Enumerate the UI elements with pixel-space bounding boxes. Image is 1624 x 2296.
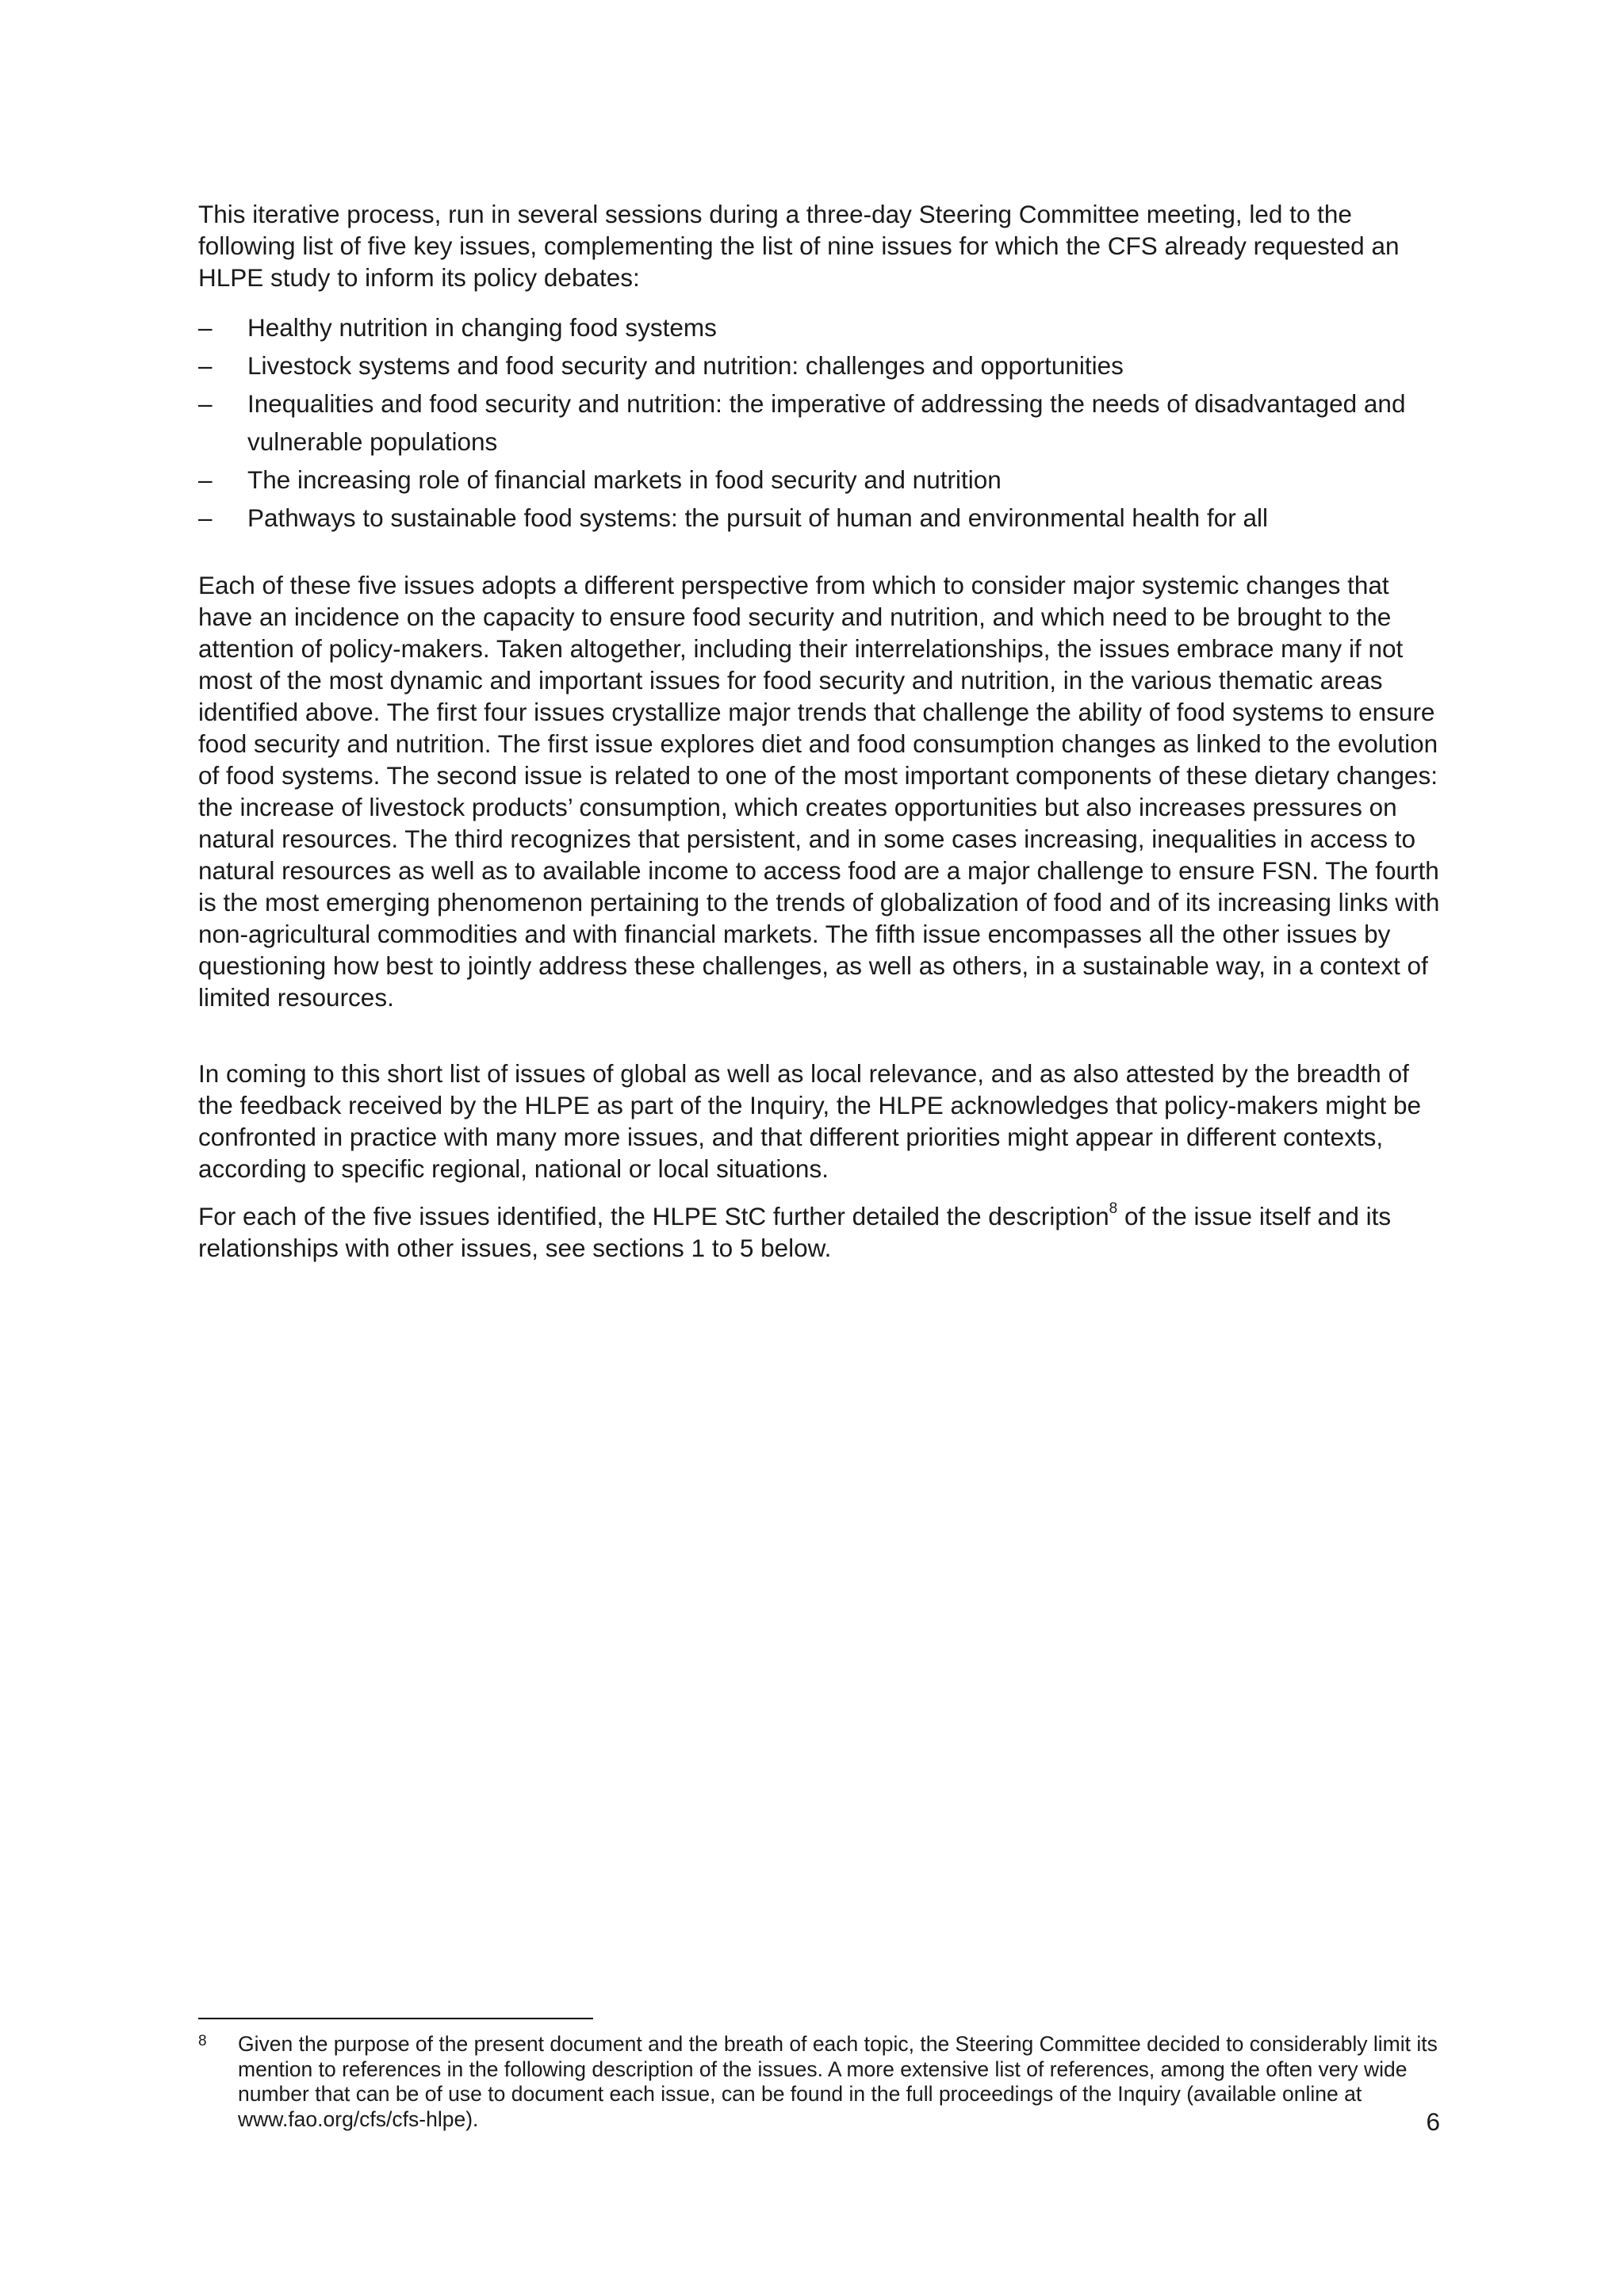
list-item <box>198 499 1442 537</box>
list-item-text: Healthy nutrition in changing food systems <box>247 313 717 342</box>
description-text-after: of the issue itself and its relationships with other issues, see sections 1 to 5 below. <box>198 1202 1392 1262</box>
perspective-paragraph: Each of these five issues adopts a different perspective from which to consider major systemic changes that have an incidence on the capacity to ensure food security and nutrition, and which need to be brought to the attention of policy-makers. Taken altogether, including their interrelationships, the issues embrace many if not most of the most dynamic and important issues for food security and nutrition, in the various thematic areas identified above. The first four issues crystallize major trends that challenge the ability of food systems to ensure food security and nutrition. The first issue explores diet and food consumption changes as linked to the evolution of food systems. The second issue is related to one of the most important components of these dietary changes: the increase of livestock products’ consumption, which creates opportunities but also increases pressures on natural resources. The third recognizes that persistent, and in some cases increasing, inequalities in access to natural resources as well as to available income to access food are a major challenge to ensure FSN. The fourth is the most emerging phenomenon pertaining to the trends of globalization of food and of its increasing links with non-agricultural commodities and with financial markets. The fifth issue encompasses all the other issues by questioning how best to jointly address these challenges, as well as others, in a sustainable way, in a context of limited resources. <box>198 571 1440 1012</box>
intro-paragraph: This iterative process, run in several sessions during a three-day Steering Committee meeting, led to the following list of five key issues, complementing the list of nine issues for which the CFS already requested an HLPE study to inform its policy debates: <box>198 200 1400 292</box>
footnote-text: Given the purpose of the present document and the breath of each topic, the Steering Committee decided to considerably limit its mention to references in the following description of the issues. A more extensive list of references, among the often very wide number that can be of use to document each issue, can be found in the full proceedings of the Inquiry (available online at www.fao.org/cfs/cfs-hlpe). <box>238 2032 1438 2131</box>
footnote-separator <box>198 2018 593 2019</box>
list-item <box>198 461 1442 499</box>
footnote-reference: 8 <box>1109 1200 1118 1217</box>
list-dash: – <box>198 503 213 532</box>
list-dash: – <box>198 389 213 418</box>
description-text-before: For each of the five issues identified, the HLPE StC further detailed the description <box>198 1202 1109 1230</box>
list-item-text: Livestock systems and food security and nutrition: challenges and opportunities <box>247 351 1124 380</box>
page-number: 6 <box>1426 2107 1440 2136</box>
relevance-paragraph: In coming to this short list of issues of global as well as local relevance, and as also attested by the breadth of the feedback received by the HLPE as part of the Inquiry, the HLPE acknowledges that policy-makers might be confronted in practice with many more issues, and that different priorities might appear in different contexts, according to specific regional, national or local situations. <box>198 1059 1421 1183</box>
footnote <box>198 2032 1442 2132</box>
list-dash: – <box>198 465 213 494</box>
description-paragraph <box>198 1200 1442 1264</box>
list-dash: – <box>198 313 213 342</box>
list-item-text: Inequalities and food security and nutrition: the imperative of addressing the needs of disadvantaged and vulnerable populations <box>247 389 1406 456</box>
list-item <box>198 308 1442 346</box>
list-dash: – <box>198 351 213 380</box>
list-item <box>198 346 1442 385</box>
list-item-text: The increasing role of financial markets in food security and nutrition <box>247 465 1002 494</box>
key-issues-list <box>198 308 1442 537</box>
list-item-text: Pathways to sustainable food systems: the pursuit of human and environmental health for all <box>247 503 1268 532</box>
list-item <box>198 385 1442 461</box>
footnote-number: 8 <box>198 2033 207 2049</box>
